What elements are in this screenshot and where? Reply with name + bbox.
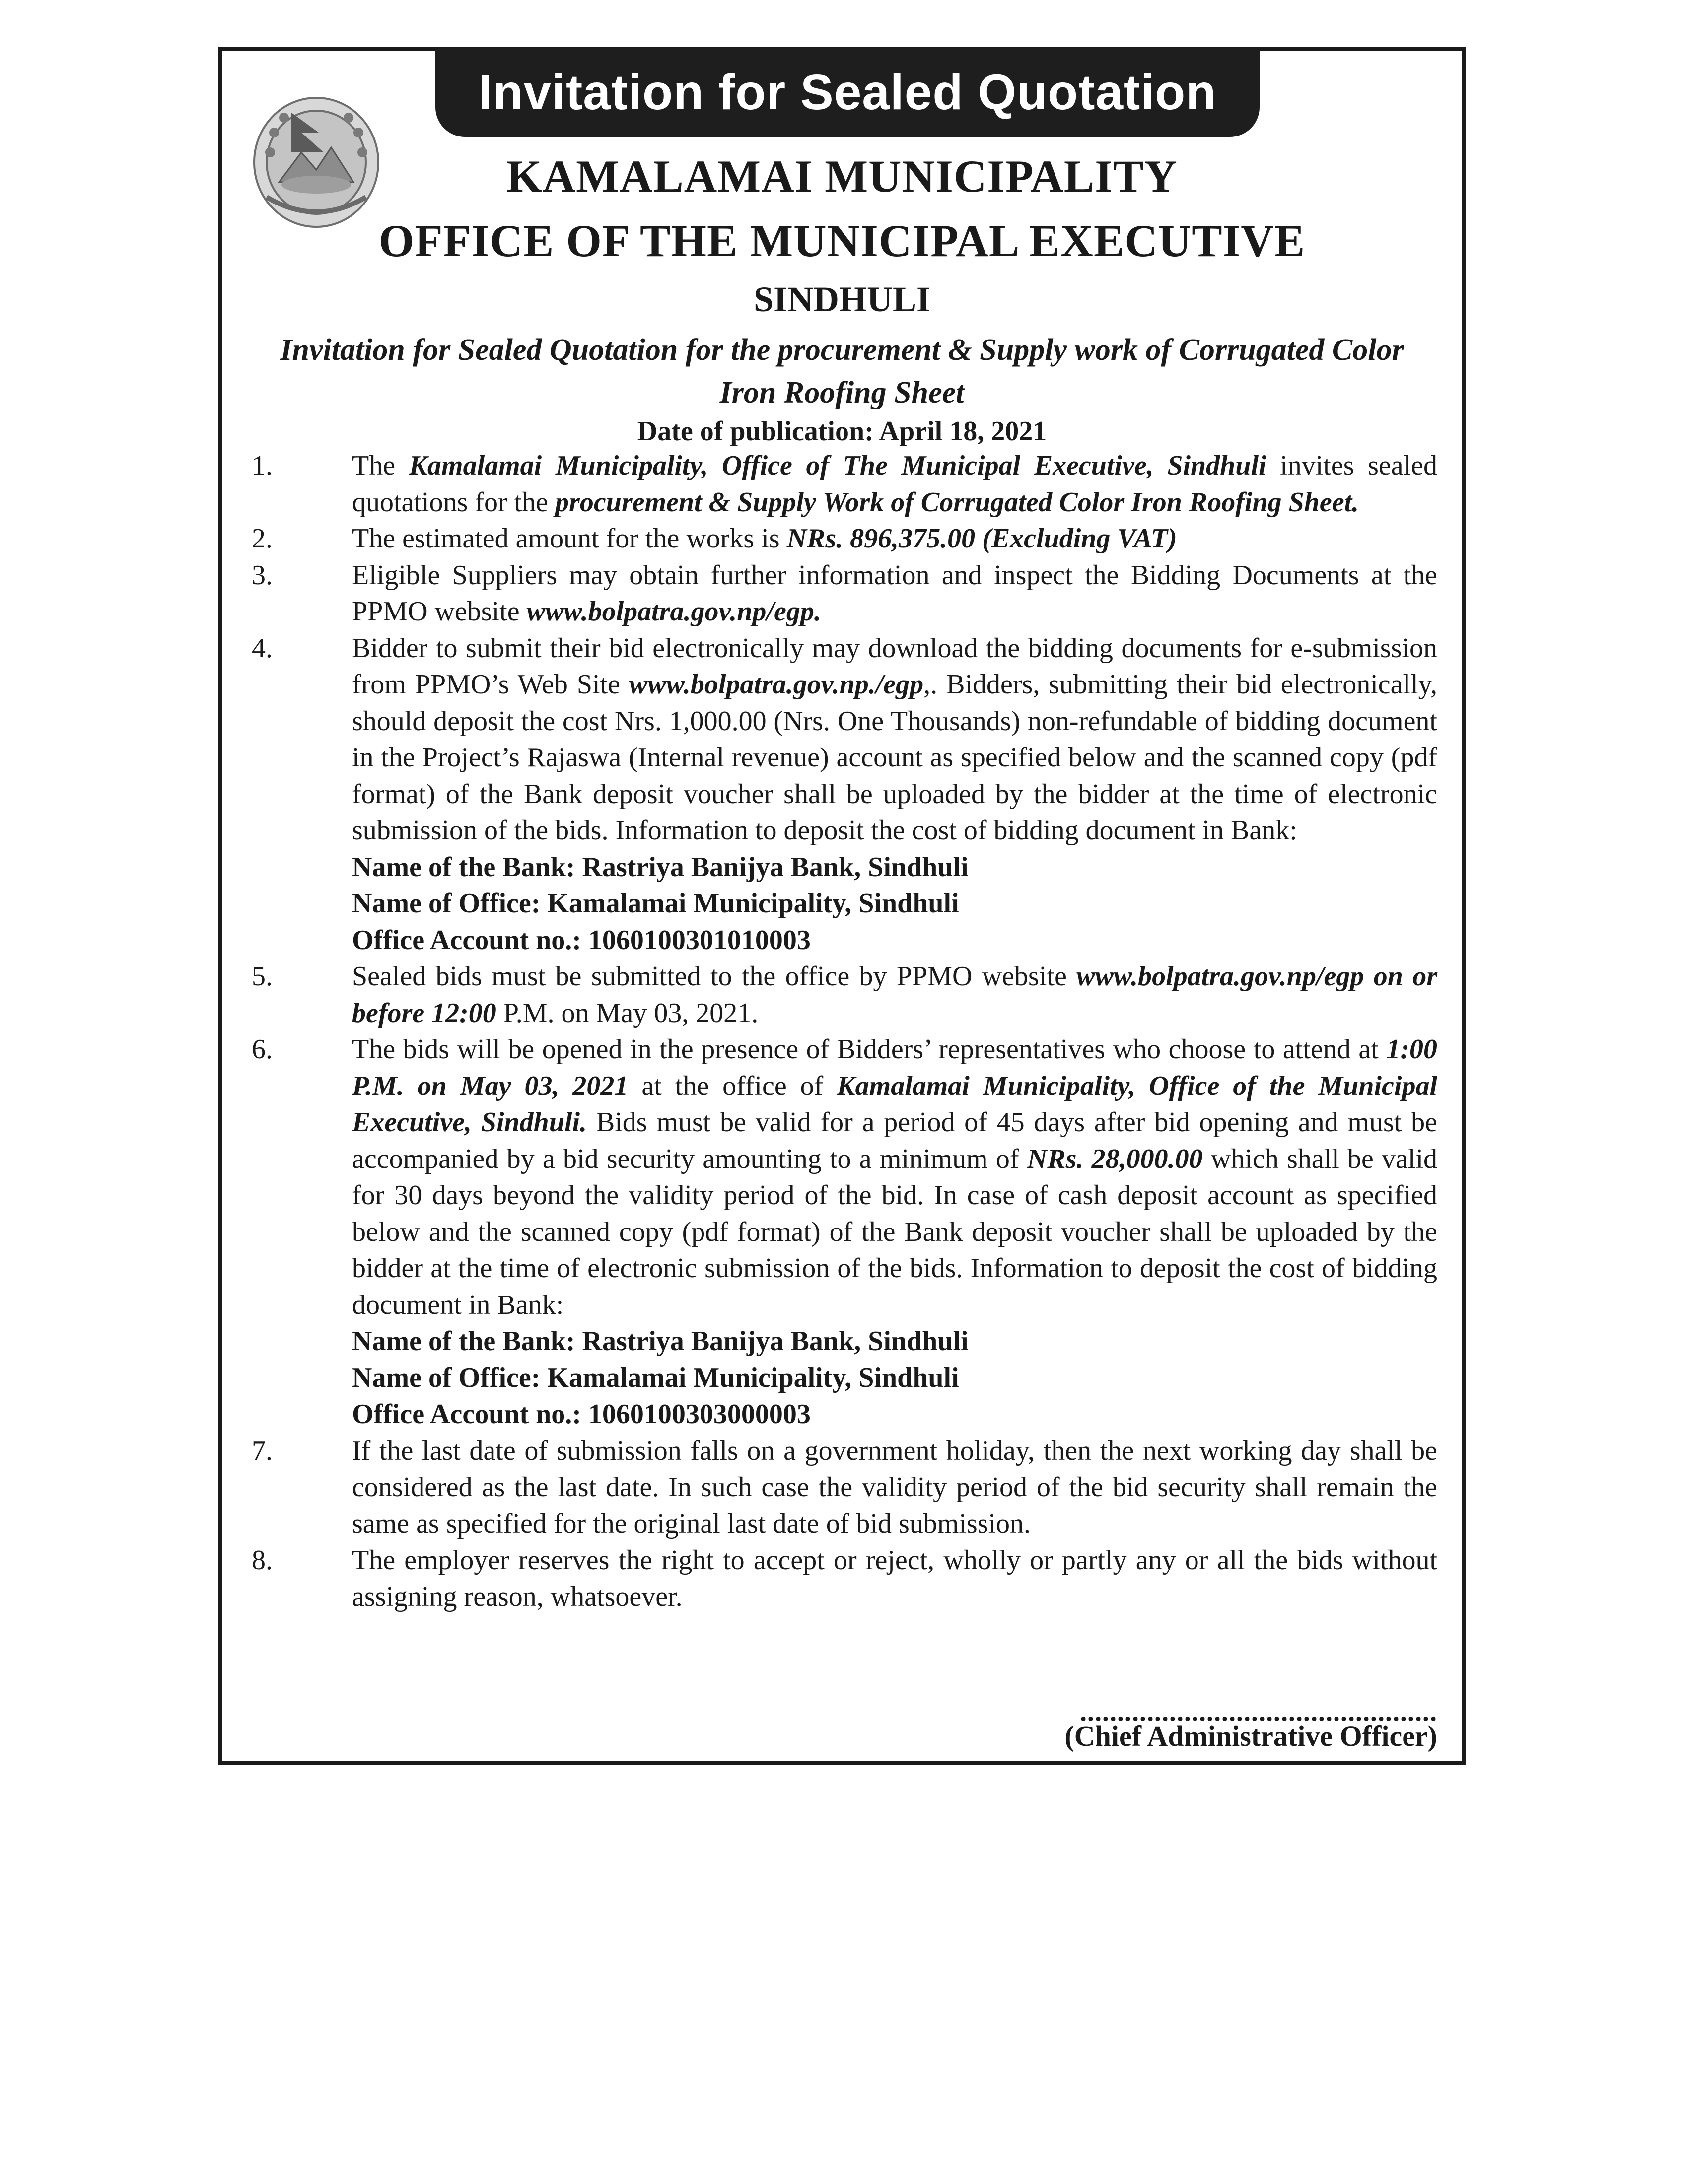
clause-text: which shall be valid for 30 days beyond the validity period of the bid. In case of cash deposit account as specified below and the scanned copy (pdf format) of the Bank deposit voucher shall be uploaded by the bidder at the time of electronic submission of the bids. Information to deposit the cost of bidding document in Bank: <box>352 1143 1438 1320</box>
clause-5 <box>252 958 1437 1031</box>
account-number: Office Account no.: 1060100301010003 <box>352 924 811 956</box>
clause-number: 7. <box>252 1435 273 1466</box>
notice-frame <box>218 47 1466 1765</box>
signatory-title: (Chief Administrative Officer) <box>1064 1720 1437 1752</box>
office-name-line: Name of Office: Kamalamai Municipality, Sindhuli <box>352 1362 959 1393</box>
clause-text: Sealed bids must be submitted to the office by PPMO website <box>352 961 1077 992</box>
clause-emphasis: procurement & Supply Work of Corrugated Color Iron Roofing Sheet. <box>555 486 1359 518</box>
notice-subtitle: Invitation for Sealed Quotation for the procurement & Supply work of Corrugated Color Iron Roofing Sheet <box>280 333 1404 410</box>
clause-text: If the last date of submission falls on a government holiday, then the next working day shall be considered as the last date. In such case the validity period of the bid security shall remain the same as specified for the original last date of bid submission. <box>352 1435 1437 1539</box>
clause-text: Bidder to submit their bid electronically may download the bidding documents for e-submission from PPMO’s Web Site <box>352 632 1437 700</box>
clause-1 <box>252 448 1437 521</box>
clause-3 <box>252 557 1437 630</box>
account-number: Office Account no.: 1060100303000003 <box>352 1399 811 1430</box>
clause-number: 4. <box>252 632 273 664</box>
ppmo-website-link[interactable]: www.bolpatra.gov.np/egp. <box>526 596 821 627</box>
clause-text: The employer reserves the right to accept or reject, wholly or partly any or all the bids without assigning reason, whatsoever. <box>352 1545 1437 1612</box>
notice-banner: Invitation for Sealed Quotation <box>435 48 1260 137</box>
municipality-name: KAMALAMAI MUNICIPALITY <box>506 151 1178 202</box>
bank-info-1 <box>252 849 1437 959</box>
clause-number: 8. <box>252 1545 273 1575</box>
clause-text: ,. Bidders, submitting their bid electronically, should deposit the cost Nrs. 1,000.00 (Nrs. One Thousands) non-refundable of bidding document in the Project’s Rajaswa (Internal revenue) account as specified below and the scanned copy (pdf format) of the Bank deposit voucher shall be uploaded by the bidder at the time of electronic submission of the bids. Information to deposit the cost of bidding document in Bank: <box>352 669 1437 846</box>
estimated-amount: NRs. 896,375.00 (Excluding VAT) <box>786 523 1177 554</box>
clause-4 <box>252 630 1437 849</box>
clause-text: Eligible Suppliers may obtain further information and inspect the Bidding Documents at the PPMO website <box>352 559 1437 627</box>
bank-info-2 <box>252 1323 1437 1433</box>
clause-text: The bids will be opened in the presence of Bidders’ representatives who choose to attend at <box>352 1034 1387 1065</box>
clause-emphasis: Kamalamai Municipality, Office of the Municipal Executive, Sindhuli. <box>352 1070 1438 1138</box>
clause-number: 5. <box>252 961 273 992</box>
clause-text: at the office of <box>628 1070 837 1101</box>
office-name: OFFICE OF THE MUNICIPAL EXECUTIVE <box>378 215 1306 266</box>
clause-7 <box>252 1433 1437 1543</box>
ppmo-website-link[interactable]: www.bolpatra.gov.np./egp <box>629 669 924 700</box>
clause-6 <box>252 1031 1437 1323</box>
bank-name: Name of the Bank: Rastriya Banijya Bank, Sindhuli <box>352 851 969 883</box>
clause-number: 2. <box>252 523 273 554</box>
clause-text: P.M. on May 03, 2021. <box>496 997 759 1028</box>
district-name: SINDHULI <box>753 279 931 319</box>
clause-number: 6. <box>252 1034 273 1065</box>
submission-deadline[interactable]: www.bolpatra.gov.np/egp on or before 12:00 <box>352 961 1437 1028</box>
office-name-line: Name of Office: Kamalamai Municipality, Sindhuli <box>352 888 959 919</box>
clause-number: 3. <box>252 559 273 591</box>
opening-time: 1:00 P.M. on May 03, 2021 <box>352 1034 1437 1101</box>
clause-8 <box>252 1542 1437 1615</box>
clause-list <box>252 448 1437 1615</box>
clause-number: 1. <box>252 450 273 481</box>
publication-date: Date of publication: April 18, 2021 <box>637 416 1047 447</box>
clause-text: Bids must be valid for a period of 45 days after bid opening and must be accompanied by a bid security amounting to a minimum of <box>352 1107 1437 1174</box>
bid-security-amount: NRs. 28,000.00 <box>1027 1143 1203 1174</box>
clause-text: The estimated amount for the works is <box>352 523 787 554</box>
signature-line: ................................................ <box>1080 1697 1437 1727</box>
clause-text: The <box>352 450 409 481</box>
clause-text: invites sealed quotations for the <box>352 450 1438 518</box>
bank-name: Name of the Bank: Rastriya Banijya Bank, Sindhuli <box>352 1326 969 1357</box>
clause-2 <box>252 521 1437 557</box>
clause-emphasis: Kamalamai Municipality, Office of The Municipal Executive, Sindhuli <box>409 450 1266 481</box>
